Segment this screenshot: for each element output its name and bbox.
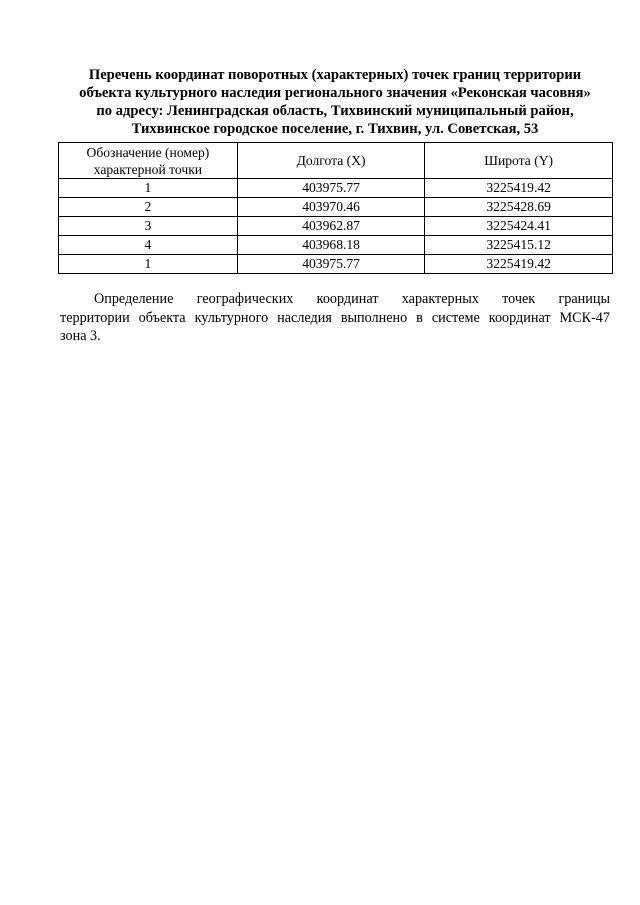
title-line-1: Перечень координат поворотных (характерных) точек границ территории: [88, 67, 582, 83]
title-line-3: по адресу: Ленинградская область, Тихвинский муниципальный район,: [96, 103, 574, 119]
cell-y: 3225415.12: [425, 236, 613, 255]
table-row: [59, 179, 613, 198]
document-title: [60, 66, 610, 138]
cell-point: 4: [59, 236, 238, 255]
cell-y: 3225419.42: [425, 255, 613, 274]
cell-y: 3225424.41: [425, 217, 613, 236]
cell-x: 403962.87: [237, 217, 425, 236]
cell-point: 1: [59, 179, 238, 198]
note-line-1: Определение географических координат характерных точек границы: [94, 291, 610, 307]
table-row: [59, 255, 613, 274]
cell-y: 3225428.69: [425, 198, 613, 217]
table-row: [59, 198, 613, 217]
cell-point: 1: [59, 255, 238, 274]
header-latitude: Широта (Y): [425, 143, 613, 179]
title-line-4: Тихвинское городское поселение, г. Тихвин, ул. Советская, 53: [131, 121, 539, 137]
header-point-number: Обозначение (номер) характерной точки: [59, 143, 238, 179]
header-longitude: Долгота (X): [237, 143, 425, 179]
coordinates-table: [58, 142, 613, 274]
title-line-2: объекта культурного наследия регионального значения «Реконская часовня»: [79, 85, 591, 101]
cell-point: 3: [59, 217, 238, 236]
table-header-row: [59, 143, 613, 179]
cell-point: 2: [59, 198, 238, 217]
cell-x: 403970.46: [237, 198, 425, 217]
note-line-2: территории объекта культурного наследия выполнено в системе координат МСК-47: [60, 309, 610, 326]
note-line-3: зона 3.: [60, 328, 101, 344]
cell-x: 403975.77: [237, 255, 425, 274]
table-row: [59, 236, 613, 255]
coordinate-system-note: [60, 290, 610, 346]
cell-y: 3225419.42: [425, 179, 613, 198]
cell-x: 403968.18: [237, 236, 425, 255]
table-row: [59, 217, 613, 236]
cell-x: 403975.77: [237, 179, 425, 198]
